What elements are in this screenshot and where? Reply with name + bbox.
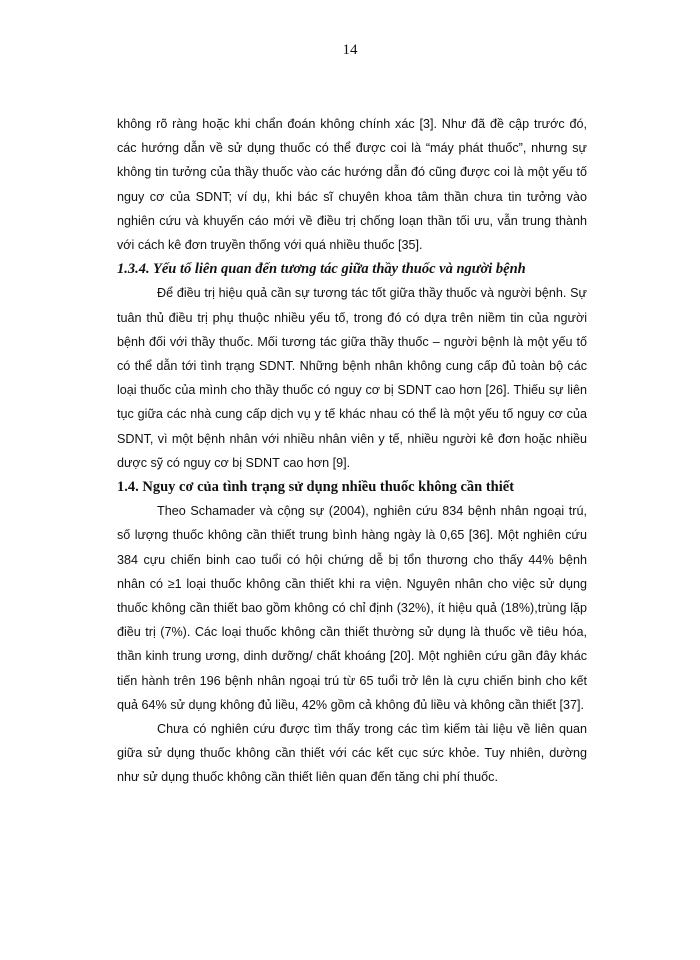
page-body — [117, 112, 587, 790]
paragraph-2: Để điều trị hiệu quả cần sự tương tác tốt giữa thầy thuốc và người bệnh. Sự tuân thủ điều trị phụ thuộc nhiều yếu tố, trong đó có dựa trên niềm tin của người bệnh đối với thầy thuốc. Mối tương tác giữa thầy thuốc – người bệnh là một yếu tố có thể dẫn tới tình trạng SDNT. Những bệnh nhân không cung cấp đủ toàn bộ các loại thuốc của mình cho thầy thuốc có nguy cơ bị SDNT cao hơn [26]. Thiếu sự liên tục giữa các nhà cung cấp dịch vụ y tế khác nhau có thể là một yếu tố nguy cơ của SDNT, vì một bệnh nhân với nhiều nhân viên y tế, nhiều người kê đơn hoặc nhiều dược sỹ có nguy cơ bị SDNT cao hơn [9]. — [117, 286, 587, 470]
paragraph-4: Chưa có nghiên cứu được tìm thấy trong các tìm kiếm tài liệu về liên quan giữa sử dụng thuốc không cần thiết với các kết cục sức khỏe. Tuy nhiên, dường như sử dụng thuốc không cần thiết liên quan đến tăng chi phí thuốc. — [117, 722, 587, 785]
paragraph-3: Theo Schamader và cộng sự (2004), nghiên cứu 834 bệnh nhân ngoại trú, số lượng thuốc không cần thiết trung bình hàng ngày là 0,65 [36]. Một nghiên cứu 384 cựu chiến binh cao tuổi có hội chứng dễ bị tổn thương cho thấy 44% bệnh nhân có ≥1 loại thuốc không cần thiết khi ra viện. Nguyên nhân cho việc sử dụng thuốc không cần thiết bao gồm không có chỉ định (32%), ít hiệu quả (18%),trùng lặp điều trị (7%). Các loại thuốc không cần thiết thường sử dụng là thuốc về tiêu hóa, thần kinh trung ương, dinh dưỡng/ chất khoáng [20]. Một nghiên cứu gần đây khác tiến hành trên 196 bệnh nhân ngoại trú từ 65 tuổi trở lên là cựu chiến binh cho kết quả 64% sử dụng không đủ liều, 42% gồm cả không đủ liều và không cần thiết [37]. — [117, 504, 587, 712]
section-heading-1-4: 1.4. Nguy cơ của tình trạng sử dụng nhiều thuốc không cần thiết — [117, 479, 515, 496]
paragraph-1: không rõ ràng hoặc khi chẩn đoán không chính xác [3]. Như đã đề cập trước đó, các hướng dẫn về sử dụng thuốc có thể được coi là “máy phát thuốc”, nhưng sự không tin tưởng của thầy thuốc vào các hướng dẫn đó cũng được coi là một yếu tố nguy cơ của SDNT; ví dụ, khi bác sĩ chuyên khoa tâm thần chưa tin tưởng vào nghiên cứu và khuyến cáo mới về điều trị chống loạn thần tối ưu, vẫn trung thành với cách kê đơn truyền thống với quá nhiều thuốc [35]. — [117, 117, 587, 253]
section-heading-1-3-4: 1.3.4. Yếu tố liên quan đến tương tác giữa thầy thuốc và người bệnh — [117, 261, 526, 278]
page-number: 14 — [342, 42, 358, 58]
